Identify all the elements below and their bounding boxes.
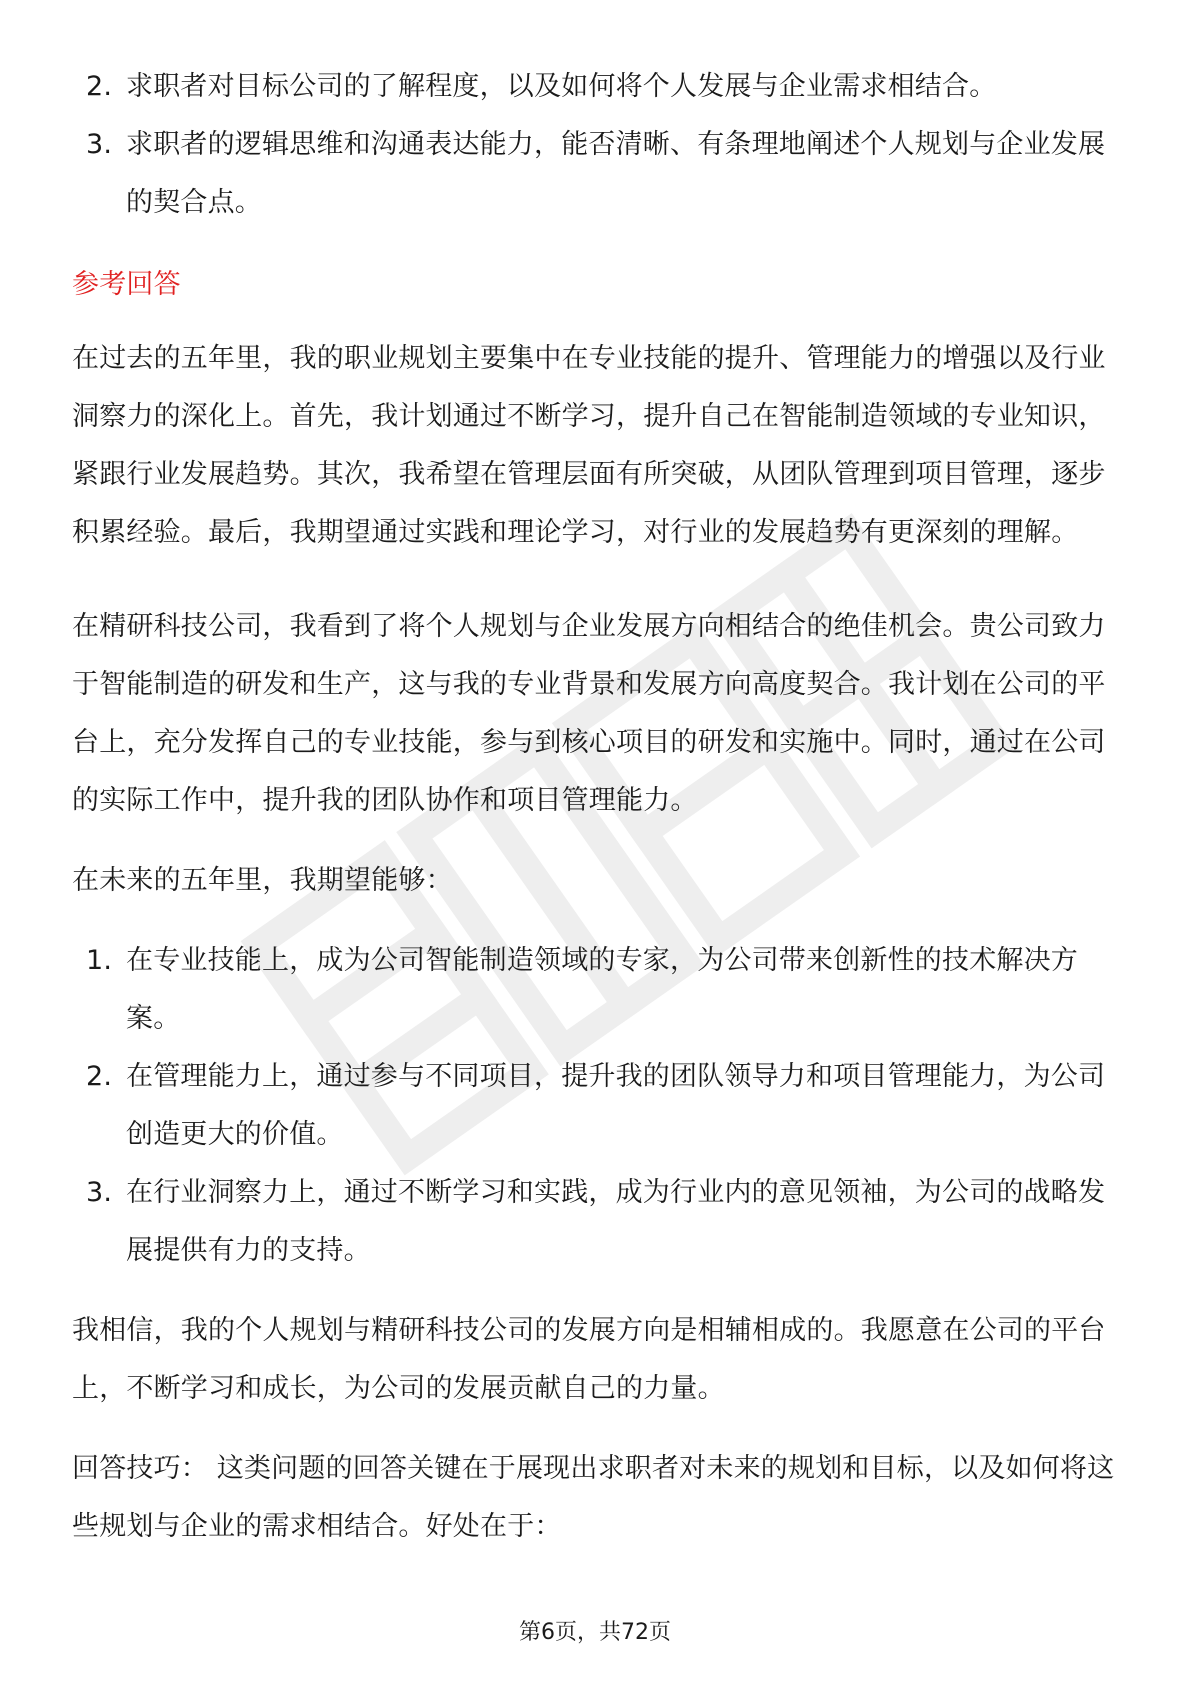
list-item-text: 在行业洞察力上，通过不断学习和实践，成为行业内的意见领袖，为公司的战略发展提供有力的支持。 bbox=[126, 1177, 1106, 1266]
list-item-text: 求职者的逻辑思维和沟通表达能力，能否清晰、有条理地阐述个人规划与企业发展的契合点。 bbox=[126, 129, 1106, 218]
list-number: 2. bbox=[86, 1061, 113, 1092]
list-item-text: 在管理能力上，通过参与不同项目，提升我的团队领导力和项目管理能力，为公司创造更大的价值。 bbox=[126, 1061, 1106, 1150]
section-heading: 参考回答 bbox=[72, 269, 181, 300]
spacer bbox=[72, 1418, 1124, 1440]
document-body bbox=[72, 58, 1124, 1556]
spacer bbox=[72, 1280, 1124, 1302]
answer-tips-paragraph: 回答技巧： 这类问题的回答关键在于展现出求职者对未来的规划和目标，以及如何将这些规划与企业的需求相结合。好处在于： bbox=[72, 1453, 1115, 1542]
list-number: 2. bbox=[86, 71, 113, 102]
list-item-text: 求职者对目标公司的了解程度，以及如何将个人发展与企业需求相结合。 bbox=[126, 71, 997, 102]
paragraph: 在过去的五年里，我的职业规划主要集中在专业技能的提升、管理能力的增强以及行业洞察力的深化上。首先，我计划通过不断学习，提升自己在智能制造领域的专业知识，紧跟行业发展趋势。其次，我希望在管理层面有所突破，从团队管理到项目管理，逐步积累经验。最后，我期望通过实践和理论学习，对行业的发展趋势有更深刻的理解。 bbox=[72, 343, 1106, 548]
list-item bbox=[72, 932, 1124, 1048]
list-item bbox=[72, 116, 1124, 232]
page-footer: 第6页，共72页 bbox=[519, 1620, 671, 1645]
list-number: 3. bbox=[86, 129, 113, 160]
criteria-list bbox=[72, 58, 1124, 232]
spacer bbox=[72, 562, 1124, 598]
paragraph: 我相信，我的个人规划与精研科技公司的发展方向是相辅相成的。我愿意在公司的平台上，不断学习和成长，为公司的发展贡献自己的力量。 bbox=[72, 1315, 1106, 1404]
list-number: 3. bbox=[86, 1177, 113, 1208]
paragraph: 在精研科技公司，我看到了将个人规划与企业发展方向相结合的绝佳机会。贵公司致力于智能制造的研发和生产，这与我的专业背景和发展方向高度契合。我计划在公司的平台上，充分发挥自己的专业技能，参与到核心项目的研发和实施中。同时，通过在公司的实际工作中，提升我的团队协作和项目管理能力。 bbox=[72, 611, 1106, 816]
list-number: 1. bbox=[86, 945, 113, 976]
list-item bbox=[72, 1048, 1124, 1164]
future-goals-list bbox=[72, 932, 1124, 1280]
list-item bbox=[72, 58, 1124, 116]
list-item bbox=[72, 1164, 1124, 1280]
paragraph: 在未来的五年里，我期望能够： bbox=[72, 865, 453, 896]
list-item-text: 在专业技能上，成为公司智能制造领域的专家，为公司带来创新性的技术解决方案。 bbox=[126, 945, 1078, 1034]
spacer bbox=[72, 910, 1124, 932]
spacer bbox=[72, 830, 1124, 852]
